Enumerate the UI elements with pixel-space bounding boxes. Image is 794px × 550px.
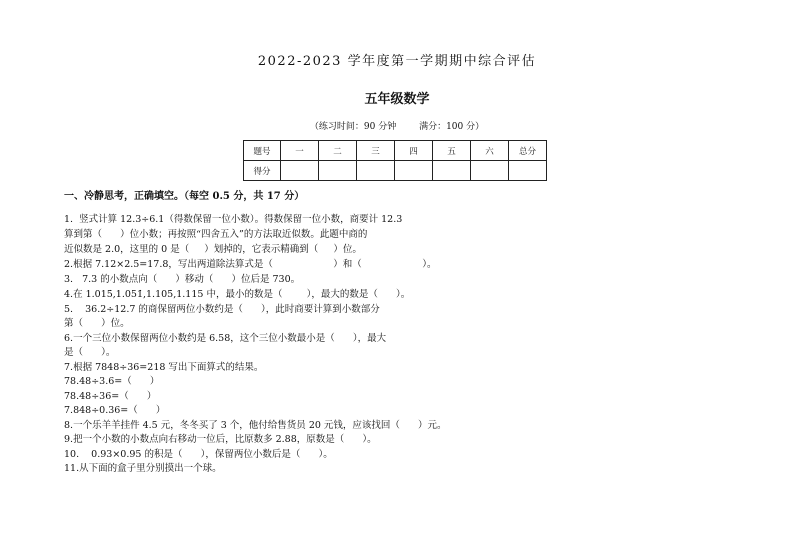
score-table [243, 140, 547, 181]
question-line: 78.48÷36=（ ） [64, 391, 157, 402]
question-line: 8.一个乐羊羊挂件 4.5 元，冬冬买了 3 个，他付给售货员 20 元钱，应该找回（ ）元。 [64, 420, 447, 431]
score-table-cell: 三 [357, 141, 395, 161]
question-line: 10. 0.93×0.95 的积是（ ），保留两位小数后是（ ）。 [64, 449, 333, 460]
question-line: 7.848÷0.36=（ ） [64, 405, 166, 416]
score-entry-cell[interactable] [281, 161, 319, 181]
question-line: 3. 7.3 的小数点向（ ）移动（ ）位后是 730。 [64, 274, 301, 285]
score-table-cell: 六 [471, 141, 509, 161]
exam-meta: （练习时间：90 分钟 满分：100 分） [309, 122, 485, 132]
question-line: 78.48÷3.6=（ ） [64, 376, 160, 387]
question-line: 6.一个三位小数保留两位小数约是 6.58，这个三位小数最小是（ ），最大 [64, 333, 387, 344]
score-entry-cell[interactable] [357, 161, 395, 181]
score-entry-cell[interactable] [509, 161, 547, 181]
question-line: 5. 36.2÷12.7 的商保留两位小数约是（ ），此时商要计算到小数部分 [64, 304, 380, 315]
score-entry-cell[interactable] [433, 161, 471, 181]
score-entry-cell[interactable] [319, 161, 357, 181]
score-table-cell: 总分 [509, 141, 547, 161]
score-row-label: 得分 [244, 161, 281, 181]
question-line: 近似数是 2.0，这里的 0 是（ ）划掉的，它表示精确到（ ）位。 [64, 244, 362, 255]
question-line: 2.根据 7.12×2.5=17.8，写出两道除法算式是（ ）和（ ）。 [64, 259, 437, 270]
exam-subtitle: 五年级数学 [364, 92, 430, 107]
section-title: 一、冷静思考，正确填空。（每空 0.5 分，共 17 分） [64, 191, 305, 202]
score-table-header-row [244, 141, 547, 161]
score-table-cell: 一 [281, 141, 319, 161]
question-line: 4.在 1.015̇,1.051̇,1.105̇,1.115 中，最小的数是（ ），最大的数是（ ）。 [64, 289, 411, 300]
exam-title: 2022-2023 学年度第一学期期中综合评估 [257, 54, 537, 69]
score-table-score-row [244, 161, 547, 181]
score-table-cell: 题号 [244, 141, 281, 161]
question-line: 算到第（ ）位小数；再按照“四舍五入”的方法取近似数。此题中商的 [64, 229, 368, 240]
question-line: 第（ ）位。 [64, 318, 130, 329]
score-table-cell: 五 [433, 141, 471, 161]
question-line: 是（ ）。 [64, 347, 116, 358]
score-entry-cell[interactable] [471, 161, 509, 181]
score-table-cell: 二 [319, 141, 357, 161]
question-line: 11.从下面的盒子里分别摸出一个球。 [64, 463, 222, 474]
question-line: 9.把一个小数的小数点向右移动一位后，比原数多 2.88，原数是（ ）。 [64, 434, 377, 445]
score-entry-cell[interactable] [395, 161, 433, 181]
question-line: 7.根据 7848÷36=218 写出下面算式的结果。 [64, 362, 264, 373]
score-table-cell: 四 [395, 141, 433, 161]
question-line: 1. 竖式计算 12.3÷6.1（得数保留一位小数）。得数保留一位小数，商要计 12.3 [64, 214, 403, 225]
